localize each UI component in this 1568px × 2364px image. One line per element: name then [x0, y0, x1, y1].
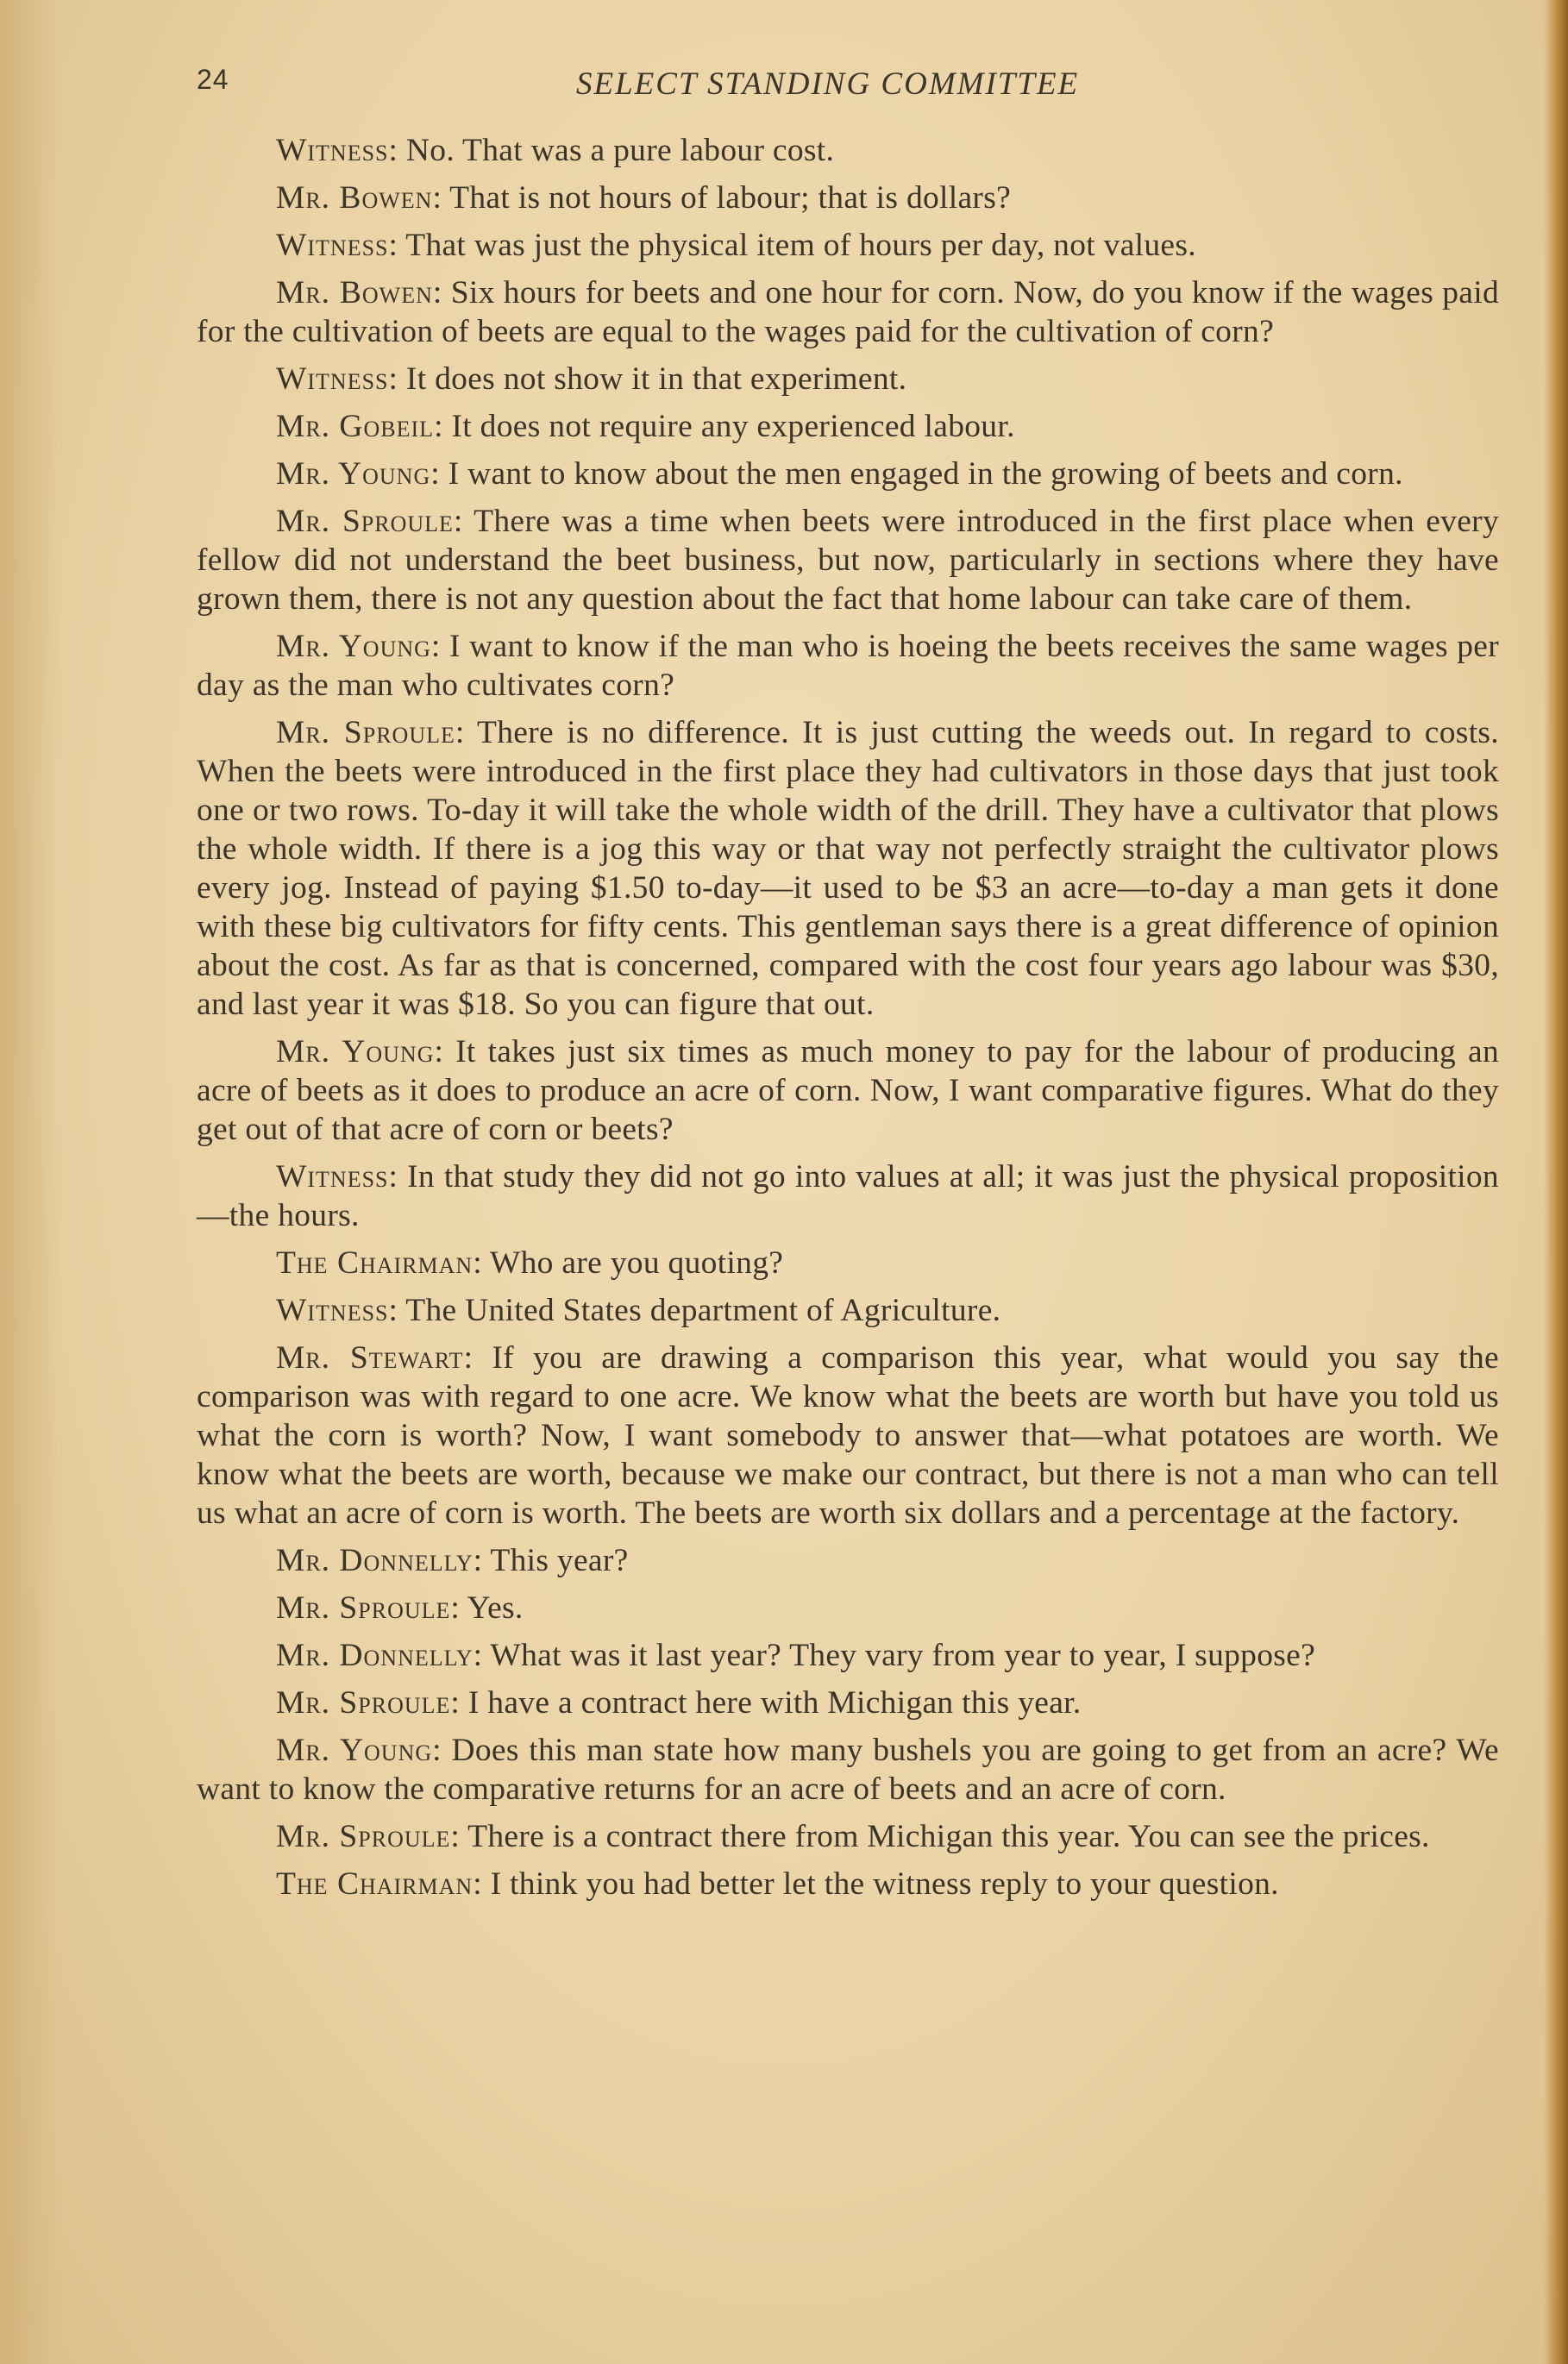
transcript-paragraph [197, 1684, 1499, 1722]
speaker-separator: : [473, 1638, 491, 1673]
transcript-paragraph [197, 1244, 1499, 1282]
speech-text: Six hours for beets and one hour for corn. Now, do you know if the wages paid for the cultivation of beets are equal to the wages paid for the cultivation of corn? [197, 275, 1499, 349]
transcript-paragraph [197, 713, 1499, 1024]
speaker-name: Mr. Sproule [276, 1590, 451, 1626]
speaker-name: Mr. Young [276, 1034, 435, 1069]
speaker-name: Mr. Sproule [276, 504, 454, 539]
speaker-name: Mr. Stewart [276, 1340, 464, 1376]
speech-text: It takes just six times as much money to pay for the labour of producing an acre of beets as it does to produce an acre of corn. Now, I want comparative figures. What do they get out of that acre of corn or beets? [197, 1034, 1499, 1147]
transcript-paragraph [197, 1589, 1499, 1627]
speaker-name: Mr. Sproule [276, 1819, 451, 1854]
speaker-separator: : [388, 228, 406, 263]
speaker-name: Mr. Donnelly [276, 1543, 474, 1578]
speech-text: Yes. [467, 1590, 524, 1626]
speech-text: I think you had better let the witness reply to your question. [490, 1866, 1279, 1902]
transcript-paragraph [197, 455, 1499, 493]
speaker-name: Mr. Bowen [276, 275, 433, 310]
paper-edge-shadow-left [0, 0, 60, 2364]
speech-text: It does not require any experienced labour. [451, 409, 1015, 444]
speaker-name: Mr. Gobeil [276, 409, 435, 444]
speech-text: I have a contract here with Michigan this year. [467, 1685, 1082, 1721]
speaker-separator: : [432, 1733, 452, 1768]
speaker-separator: : [473, 1543, 491, 1578]
transcript-body [197, 131, 1499, 1912]
paper-edge-shadow-right [1544, 0, 1568, 2364]
speech-text: There was a time when beets were introduced in the first place when every fellow did not understand the beet business, but now, particularly in sections where they have grown them, there is not any question about the fact that home labour can take care of them. [197, 504, 1500, 617]
transcript-paragraph [197, 1291, 1499, 1330]
transcript-paragraph [197, 1339, 1499, 1533]
speech-text: In that study they did not go into values at all; it was just the physical proposition—the hours. [197, 1159, 1499, 1233]
speaker-separator: : [432, 180, 450, 216]
speech-text: No. That was a pure labour cost. [405, 133, 835, 168]
transcript-paragraph [197, 1817, 1499, 1856]
speech-text: There is a contract there from Michigan this year. You can see the prices. [467, 1819, 1430, 1854]
speech-text: There is no difference. It is just cutting the weeds out. In regard to costs. When the beets were introduced in the first place they had cultivators in those days that just took one or two rows. To-day it will take the whole width of the drill. They have a cultivator that plows the whole width. If there is a jog this way or that way not perfectly straight the cultivator plows every jog. Instead of paying $1.50 to-day—it used to be $3 an acre—to-day a man gets it done with these big cultivators for fifty cents. This gentleman says there is a great difference of opinion about the cost. As far as that is concerned, compared with the cost four years ago labour was $30, and last year it was $18. So you can figure that out. [197, 715, 1499, 1022]
transcript-paragraph [197, 1032, 1499, 1149]
transcript-paragraph [197, 1636, 1499, 1675]
speaker-separator: : [455, 715, 478, 750]
transcript-paragraph [197, 179, 1499, 217]
speaker-separator: : [388, 361, 406, 397]
transcript-paragraph [197, 1865, 1499, 1903]
speaker-name: Witness [276, 228, 389, 263]
speech-text: I want to know about the men engaged in the growing of beets and corn. [448, 456, 1403, 492]
speaker-separator: : [434, 409, 452, 444]
speaker-separator: : [388, 1159, 408, 1195]
transcript-paragraph [197, 1541, 1499, 1580]
page-header [197, 64, 1154, 116]
speech-text: I want to know if the man who is hoeing the beets receives the same wages per day as the man who cultivates corn? [197, 629, 1499, 703]
transcript-paragraph [197, 360, 1499, 398]
speaker-name: Witness [276, 361, 389, 397]
speaker-name: Mr. Young [276, 629, 431, 664]
transcript-paragraph [197, 1731, 1499, 1809]
speech-text: That was just the physical item of hours per day, not values. [405, 228, 1196, 263]
speaker-separator: : [463, 1340, 492, 1376]
speaker-separator: : [430, 629, 449, 664]
transcript-paragraph [197, 407, 1499, 446]
speech-text: The United States department of Agriculture. [405, 1293, 1001, 1328]
speaker-separator: : [473, 1866, 491, 1902]
transcript-paragraph [197, 273, 1499, 351]
speaker-separator: : [388, 1293, 406, 1328]
transcript-paragraph [197, 131, 1499, 170]
speaker-separator: : [388, 133, 406, 168]
speech-text: What was it last year? They vary from year to year, I suppose? [490, 1638, 1316, 1673]
transcript-paragraph [197, 502, 1499, 618]
transcript-paragraph [197, 627, 1499, 705]
speaker-separator: : [450, 1685, 468, 1721]
transcript-paragraph [197, 1157, 1499, 1235]
speech-text: Who are you quoting? [489, 1245, 784, 1281]
speech-text: It does not show it in that experiment. [405, 361, 907, 397]
speaker-separator: : [450, 1819, 468, 1854]
speaker-separator: : [430, 456, 448, 492]
page-number: 24 [197, 64, 229, 95]
speaker-name: Mr. Sproule [276, 715, 455, 750]
speech-text: This year? [490, 1543, 629, 1578]
speaker-name: Witness [276, 1159, 389, 1195]
speech-text: If you are drawing a comparison this year, what would you say the comparison was with regard to one acre. We know what the beets are worth but have you told us what the corn is worth? Now, I want somebody to answer that—what potatoes are worth. We know what the beets are worth, because we make our contract, but there is not a man who can tell us what an acre of corn is worth. The beets are worth six dollars and a percentage at the factory. [197, 1340, 1499, 1531]
speaker-name: Mr. Sproule [276, 1685, 451, 1721]
speaker-name: Mr. Donnelly [276, 1638, 474, 1673]
speaker-name: Witness [276, 1293, 389, 1328]
speaker-name: Mr. Young [276, 1733, 433, 1768]
speaker-separator: : [453, 504, 474, 539]
speaker-separator: : [450, 1590, 467, 1626]
speaker-name: Mr. Bowen [276, 180, 433, 216]
running-head: SELECT STANDING COMMITTEE [576, 66, 1080, 102]
speaker-name: Witness [276, 133, 389, 168]
speech-text: Does this man state how many bushels you are going to get from an acre? We want to know the comparative returns for an acre of beets and an acre of corn. [197, 1733, 1499, 1807]
speaker-separator: : [432, 275, 451, 310]
transcript-paragraph [197, 226, 1499, 265]
speech-text: That is not hours of labour; that is dollars? [449, 180, 1012, 216]
speaker-separator: : [434, 1034, 456, 1069]
speaker-name: The Chairman [276, 1245, 474, 1281]
speaker-separator: : [473, 1245, 490, 1281]
speaker-name: The Chairman [276, 1866, 474, 1902]
speaker-name: Mr. Young [276, 456, 431, 492]
